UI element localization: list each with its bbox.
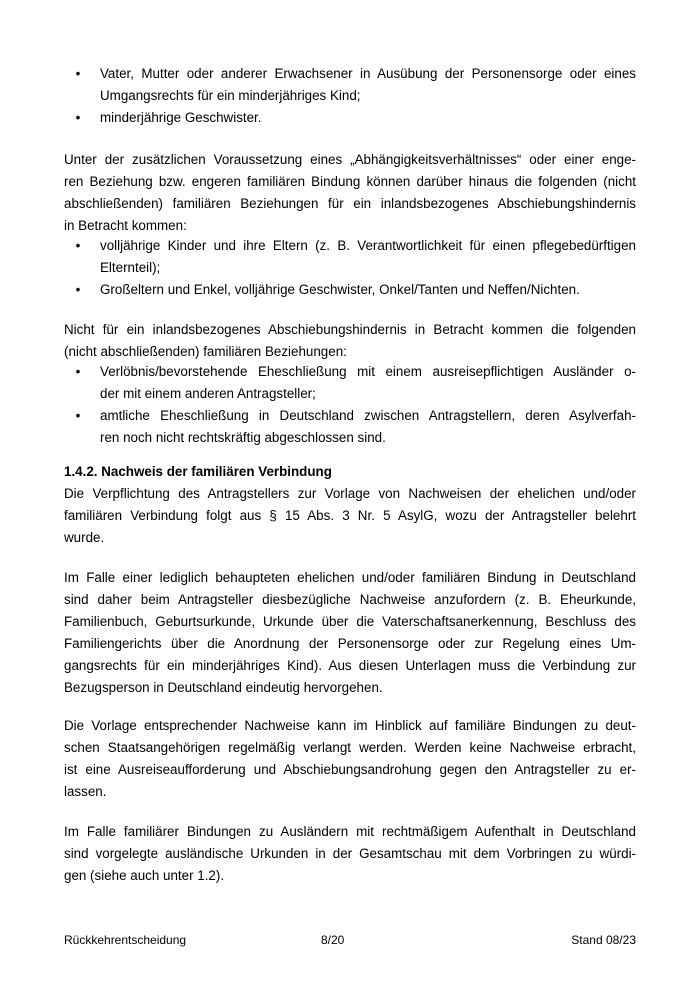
text-line: sind vorgelegte ausländische Urkunden in der Gesamtschau mit dem Vorbringen zu würdi- — [64, 846, 636, 861]
paragraph-evidence-request — [64, 567, 636, 699]
footer-page-number: 8/20 — [321, 933, 345, 947]
text-line: Bezugsperson in Deutschland eindeutig hervorgehen. — [64, 680, 383, 695]
page-footer — [64, 930, 636, 950]
paragraph-foreign-documents — [64, 821, 636, 887]
list-item — [64, 279, 636, 301]
list-item — [64, 107, 636, 129]
list-item — [64, 361, 636, 405]
text-line: amtliche Eheschließung in Deutschland zwischen Antragstellern, deren Asylverfah- — [100, 408, 636, 423]
text-line: gen (siehe auch unter 1.2). — [64, 868, 225, 883]
text-line: Familienbuch, Geburtsurkunde, Urkunde über die Vaterschaftsanerkennung, Beschluss des — [64, 614, 636, 629]
text-line: schen Staatsangehörigen regelmäßig verlangt werden. Werden keine Nachweise erbracht, — [64, 740, 636, 755]
footer-document-title: Rückkehrentscheidung — [64, 933, 187, 947]
section-heading: 1.4.2. Nachweis der familiären Verbindung — [64, 464, 332, 479]
text-line: gangsrechts für ein minderjähriges Kind). Aus diesen Unterlagen muss die Verbindung zur — [64, 658, 636, 673]
bullet: • — [75, 66, 81, 81]
bullet: • — [75, 238, 81, 253]
list-item — [64, 405, 636, 449]
text-line: abschließenden) familiären Beziehungen für ein inlandsbezogenes Abschiebungshindernis — [64, 196, 636, 211]
text-line: in Betracht kommen: — [64, 218, 187, 233]
list-item — [64, 63, 636, 107]
text-line: der mit einem anderen Antragsteller; — [100, 386, 316, 401]
paragraph-german-nationals — [64, 715, 636, 803]
text-line: volljährige Kinder und ihre Eltern (z. B. Verantwortlichkeit für einen pflegebedürftigen — [100, 238, 636, 253]
text-line: Nicht für ein inlandsbezogenes Abschiebungshindernis in Betracht kommen die folgenden — [64, 322, 636, 337]
text-line: Unter der zusätzlichen Voraussetzung eines „Abhängigkeitsverhältnisses“ oder einer enge- — [64, 152, 636, 167]
text-line: (nicht abschließenden) familiären Beziehungen: — [64, 344, 347, 359]
paragraph-not-applicable — [64, 319, 636, 363]
text-line: wurde. — [64, 530, 105, 545]
text-line: lassen. — [64, 784, 107, 799]
text-line: Verlöbnis/bevorstehende Eheschließung mit einem ausreisepflichtigen Ausländer o- — [100, 364, 636, 379]
text-line: Die Vorlage entsprechender Nachweise kann im Hinblick auf familiäre Bindungen zu deut- — [64, 718, 636, 733]
text-line: familiären Verbindung folgt aus § 15 Abs. 3 Nr. 5 AsylG, wozu der Antragsteller belehrt — [64, 508, 636, 523]
text-line: sind daher beim Antragsteller diesbezügliche Nachweise anzufordern (z. B. Eheurkunde, — [64, 592, 636, 607]
text-line: Die Verpflichtung des Antragstellers zur Vorlage von Nachweisen der ehelichen und/oder — [64, 486, 636, 501]
list-item — [64, 235, 636, 279]
paragraph-dependency — [64, 149, 636, 237]
text-line: ren Beziehung bzw. engeren familiären Bindung können darüber hinaus die folgenden (nicht — [64, 174, 636, 189]
bullet-list-persons — [64, 63, 636, 129]
bullet: • — [75, 282, 81, 297]
bullet: • — [75, 364, 81, 379]
bullet-list-excluded-relations — [64, 361, 636, 449]
text-line: minderjährige Geschwister. — [100, 110, 262, 125]
bullet-list-extended-relations — [64, 235, 636, 301]
text-line: Umgangsrechts für ein minderjähriges Kind; — [100, 88, 361, 103]
section-1-4-2 — [64, 461, 636, 549]
text-line: Elternteil); — [100, 260, 161, 275]
text-line: ren noch nicht rechtskräftig abgeschlossen sind. — [100, 430, 386, 445]
text-line: Vater, Mutter oder anderer Erwachsener in Ausübung der Personensorge oder eines — [100, 66, 636, 81]
text-line: Großeltern und Enkel, volljährige Geschwister, Onkel/Tanten und Neffen/Nichten. — [100, 282, 580, 297]
text-line: Im Falle einer lediglich behaupteten ehelichen und/oder familiären Bindung in Deutschland — [64, 570, 636, 585]
text-line: Im Falle familiärer Bindungen zu Ausländern mit rechtmäßigem Aufenthalt in Deutschland — [64, 824, 636, 839]
bullet: • — [75, 110, 81, 125]
text-line: ist eine Ausreiseaufforderung und Abschiebungsandrohung gegen den Antragsteller zu er- — [64, 762, 636, 777]
bullet: • — [75, 408, 81, 423]
text-line: Familiengerichts über die Anordnung der Personensorge oder zur Regelung eines Um- — [64, 636, 636, 651]
footer-version: Stand 08/23 — [571, 933, 636, 947]
